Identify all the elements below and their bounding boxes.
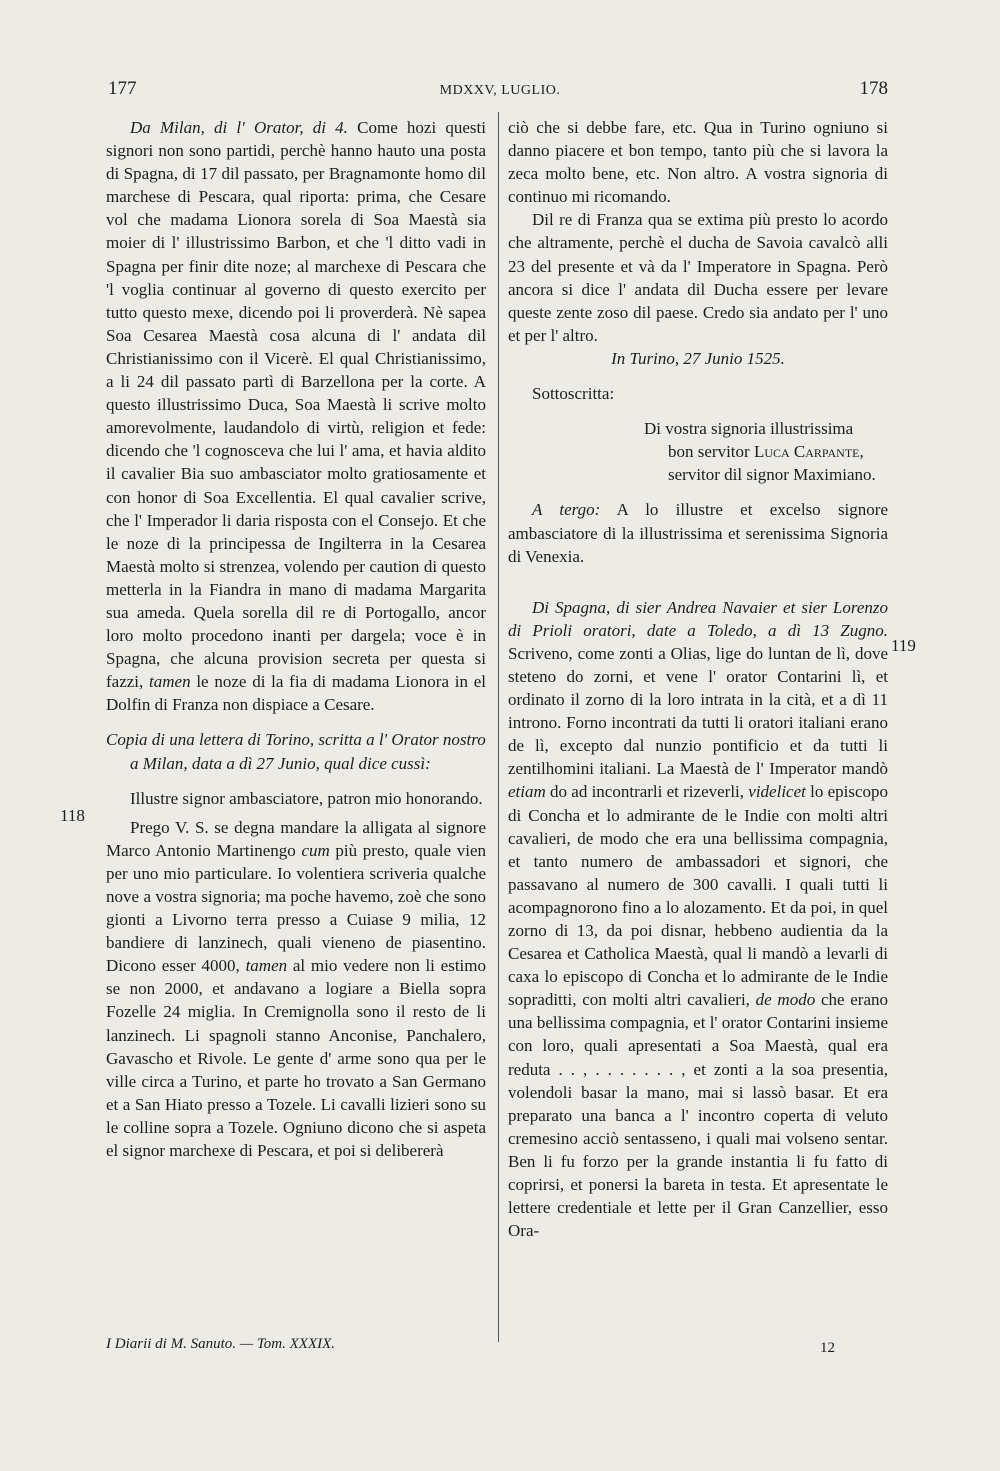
paragraph-text: Come hozi questi signori non sono partidi, perchè hanno hauto una posta di Spagna, di 17 dil passato, per Bragnamonte homo dil marchese di Pescara, qual riporta: prima, che Cesare vol che madama Lionora sorela di Soa Maestà sia moier di l' illustrissimo Barbon, et che 'l ditto vadi in Spagna per finir dite noze; al marchexe di Pescara che 'l voglia continuar al governo di questo exercito per tutto questo mexe, dicendo poi li proverderà. Nè sapea Soa Cesarea Maestà cosa alcuna di l' andata dil Christianissimo con il Vicerè. El qual Christianissimo, a li 24 dil passato partì di Barzellona per la corte. A questo illustrissimo Duca, Soa Maestà li scrive molto amorevolmente, laudandolo di virtù, religion et fede: dicendo che 'l cognosceva che lui l' ama, et havia aldito il cavalier Bia suo ambasciator molto gratiosamente et con honor di Soa Excellentia. El qual cavalier scrive, che l' Imperador li daria risposta con el Consejo. Et che le noze di la principessa de Ingilterra in la Cesarea Maestà molto si strenzea, volendo per caution di questo metterla in la Fiandra in mano di madama Margarita sua ameda. Quela sorella dil re di Portogallo, ancor loro molto procedono inanti per dargela; voce è in Spagna, che alcuna provision secreta per questa si fazzi, <box>106 118 486 692</box>
left-column <box>106 116 486 1162</box>
paragraph-tergo: A tergo: A lo illustre et excelso signore ambasciatore di la illustrissima et serenissima Signoria di Venexia. <box>508 500 888 566</box>
paragraph-spagna: Di Spagna, di sier Andrea Navaier et sier Lorenzo di Prioli oratori, date a Toledo, a dì 13 Zugno. Scriveno, come zonti a Olias, lige do luntan de lì, dove steteno do zorni, et vene l' orator Contarini lì, et ordinato il zorno di la loro intrata in la cità, et a dì 11 introno. Forno incontrati da tutti li oratori italiani erano de lì, excepto dal nunzio pontificio et da tutti li zentilhomini italiani. La Maestà de l' Imperator mandò etiam do ad incontrarli et rizeverli, videlicet lo episcopo di Concha et lo admirante de le Indie con molti altri cavalieri, de modo che era una bellissima compagnia, et tanto numero de ambassadori et signori, che passavano al numero de 300 cavalli. I quali tutti li acompagnorono fino a lo alozamento. Et da poi, in quel zorno di 13, da poi disnar, hebbeno audientia da la Cesarea et Catholica Maestà, qual li mandò a levarli di caxa lo episcopo di Concha et lo admirante de le Indie sopraditti, con molti altri cavalieri, de modo che erano una bellissima compagnia, et l' orator Contarini insieme con loro, quali apresentati a Soa Maestà, qual era reduta . . , . . . . . . . , et zonti a la soa presentia, volendoli basar la mano, mai si lassò basar. Et era preparato una banca a l' incontro coperta di veluto cremesino acciò sentasseno, i quali mai volseno sentar. Ben li fu forzo per la grande instantia li fu fatto di coprirsi, et ponersi la bareta in testa. Et apresentate le lettere credentiale et lette per il Gran Canzellier, esso Ora- <box>508 597 889 1241</box>
latin-word: tamen <box>239 956 288 976</box>
paragraph-heading: Da Milan, di l' Orator, di 4. <box>130 118 348 137</box>
letter-heading: Copia di una lettera di Torino, scritta a l' Orator nostro a Milan, data a dì 27 Junio, qual dice cussì: <box>106 730 486 773</box>
sheet-number: 12 <box>820 1340 835 1356</box>
subscribed-label: Sottoscritta: <box>532 384 615 404</box>
paragraph-milan <box>106 116 486 716</box>
signatory-name: Luca Carpante, <box>749 442 864 462</box>
latin-word: de modo <box>749 990 816 1010</box>
running-title: MDXXV, LUGLIO. <box>439 83 561 98</box>
paragraph-letter <box>106 816 486 1162</box>
signature-line: Di vostra signoria illustrissima <box>644 419 854 439</box>
margin-number-right: 119 <box>891 636 916 655</box>
page-number-left: 177 <box>108 78 137 99</box>
signature-line: servitor dil signor Maximiano. <box>668 465 876 485</box>
latin-word: tamen <box>143 672 191 692</box>
footer-title: I Diarii di M. Sanuto. — Tom. XXXIX. <box>106 1336 336 1352</box>
paragraph-heading: Di Spagna, di sier Andrea Navaier et sier Lorenzo di Prioli oratori, date a Toledo, a dì 13 Zugno. <box>508 597 888 640</box>
page-number-right: 178 <box>859 78 888 99</box>
paragraph-continuation: ciò che si debbe fare, etc. Qua in Turino ogniuno si danno piacere et bon tempo, tanto più che si lavora la zeca molto bene, etc. Non altro. A vostra signoria di continuo mi ricomando. <box>508 118 888 207</box>
latin-word: cum <box>295 840 330 860</box>
paragraph-text: al mio vedere non li estimo se non 2000, et andavano a logiare a Biella sopra Fozelle 24 miglia. In Cremignolla sono il resto de li lanzinech. Li spagnoli stanno Anconise, Panchalero, Gavascho et Rivole. Le gente d' arme sono qua per le ville circa a Turino, et parte ho trovato a San Germano et a San Hiato presso a Tozele. Li cavalli lizieri sono su le colline sopra a Tozele. Ogniuno dicono che si aspeta el signor marchexe di Pescara, et poi si delibererà <box>106 956 486 1161</box>
latin-word: etiam <box>508 782 546 802</box>
paragraph-text: più presto, quale vien per uno mio particulare. Io volentiera scriveria qualche nove a vostra signoria; ma poche havemo, zoè che sono gionti a Livorno terra presso a Cuiase 9 milia, 12 bandiere di lanzinech, quali vieneno de piasentino. Dicono esser 4000, <box>106 840 486 976</box>
latin-word: videlicet <box>744 782 806 802</box>
margin-number-left: 118 <box>60 806 85 825</box>
paragraph-text: le noze di la fia di madama Lionora in el Dolfin di Franza non dispiace a Cesare. <box>106 672 486 715</box>
dateline: In Turino, 27 Junio 1525. <box>611 348 785 368</box>
paragraph-text: Prego V. S. se degna mandare la alligata al signore Marco Antonio Martinengo <box>106 817 486 860</box>
column-divider <box>498 112 499 1342</box>
paragraph-franza: Dil re di Franza qua se extima più presto lo acordo che altramente, perchè el ducha de Savoia cavalcò alli 23 del presente et và da l' Imperatore in Spagna. Però ancora si dice l' andata dil Ducha essere per levare queste zente zoso dil paese. Credo sia andato per l' uno et per l' altro. <box>508 210 888 345</box>
tergo-label: A tergo: <box>532 500 601 520</box>
salutation: Illustre signor ambasciatore, patron mio honorando. <box>130 788 483 808</box>
right-column <box>508 116 888 1242</box>
signature-line: bon servitor Luca Carpante, <box>668 442 864 462</box>
